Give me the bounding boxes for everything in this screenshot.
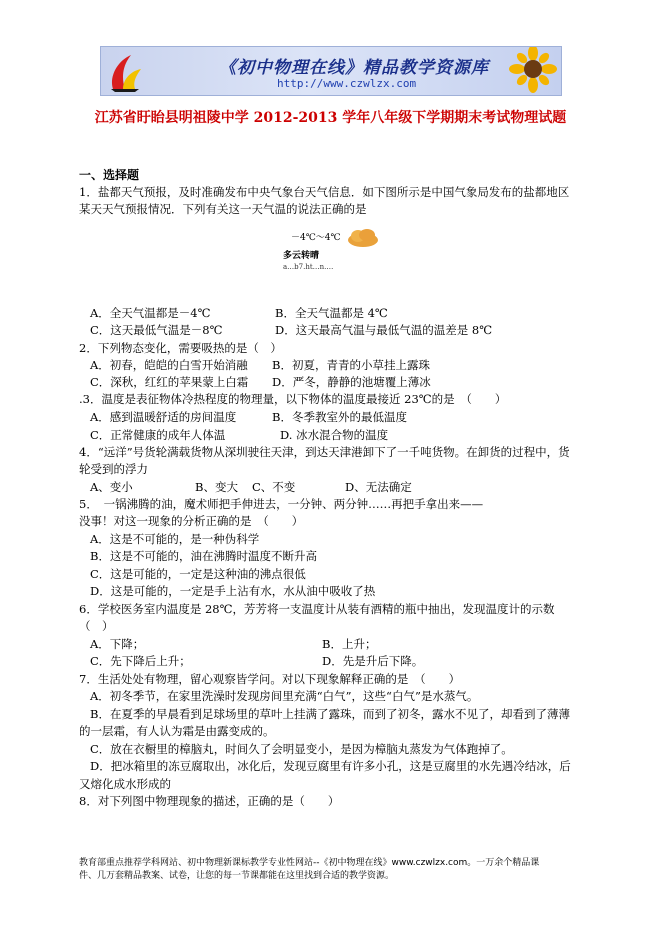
q2-option-a: A．初春，皑皑的白雪开始消融	[90, 358, 248, 372]
q4-option-a: A、变小	[90, 480, 133, 494]
document-title: 江苏省盱眙县明祖陵中学 2012-2013 学年八年级下学期期末考试物理试题	[94, 110, 567, 126]
q7-stem: 7．生活处处有物理，留心观察皆学问。对以下现象解释正确的是 （ ）	[79, 672, 461, 686]
section-heading: 一、选择题	[79, 168, 140, 182]
q4-option-c: C、不变	[252, 480, 296, 494]
q7-option-d-line1: D．把冰箱里的冻豆腐取出，冰化后，发现豆腐里有许多小孔，这是豆腐里的水先遇冷结冰，后	[90, 759, 571, 773]
q4-option-d: D、无法确定	[345, 480, 412, 494]
q5-stem-line1: 5． 一锅沸腾的油，魔术师把手伸进去，一分钟、两分钟……再把手拿出来——	[79, 497, 484, 511]
q3-option-a: A．感到温暖舒适的房间温度	[90, 410, 237, 424]
weather-forecast-figure	[283, 228, 379, 274]
q1-stem-line2: 某天天气预报情况．下列有关这一天气温的说法正确的是	[79, 202, 367, 216]
q6-stem-line2: （ ）	[79, 619, 114, 633]
footer-line1: 教育部重点推荐学科网站、初中物理新课标教学专业性网站--《初中物理在线》www.czwlzx.com。一万余个精品课	[79, 858, 540, 868]
q1-option-d: D．这天最高气温与最低气温的温差是 8℃	[275, 323, 493, 337]
q5-option-c: C．这是可能的，一定是这种油的沸点很低	[90, 567, 306, 581]
footer-line2: 件、几万套精品教案、试卷，让您的每一节课都能在这里找到合适的教学资源。	[79, 871, 395, 881]
q8-stem: 8．对下列图中物理现象的描述，正确的是（ ）	[79, 794, 340, 808]
q4-option-b: B、变大	[195, 480, 238, 494]
q3-option-c: C．正常健康的成年人体温	[90, 428, 226, 442]
q5-option-b: B．这是不可能的，油在沸腾时温度不断升高	[90, 549, 317, 563]
q1-option-a: A．全天气温都是－4℃	[90, 306, 211, 320]
q6-option-c: C．先下降后上升；	[90, 654, 191, 668]
banner-url[interactable]: http://www.czwlzx.com	[277, 77, 417, 90]
q5-stem-line2: 没事！对这一现象的分析正确的是 （ ）	[79, 514, 304, 528]
cloud-icon	[347, 228, 379, 248]
banner-title: 《初中物理在线》精品教学资源库	[219, 58, 489, 78]
q2-option-d: D．严冬，静静的池塘覆上薄冰	[272, 375, 431, 389]
q6-option-b: B．上升；	[322, 637, 377, 651]
sunflower-icon	[503, 47, 559, 95]
q7-option-b-line1: B．在夏季的早晨看到足球场里的草叶上挂满了露珠，而到了初冬，露水不见了，却看到了薄薄	[90, 707, 570, 721]
header-banner	[100, 46, 562, 96]
q6-option-a: A．下降；	[90, 637, 145, 651]
q2-option-b: B．初夏，青青的小草挂上露珠	[272, 358, 430, 372]
weather-description: 多云转晴	[283, 251, 320, 261]
logo-icon	[105, 49, 145, 93]
q7-option-b-line2: 的一层霜，有人认为霜是由露变成的。	[79, 724, 275, 738]
weather-footnote: a…b7.ht…n.…	[283, 263, 334, 271]
q4-stem-line1: 4．“远洋”号货轮满载货物从深圳驶往天津，到达天津港卸下了一千吨货物。在卸货的过程中，货	[79, 445, 570, 459]
q6-stem-line1: 6．学校医务室内温度是 28℃，芳芳将一支温度计从装有酒精的瓶中抽出，发现温度计的示数	[79, 602, 555, 616]
weather-temperature: －4℃～4℃	[291, 233, 341, 243]
page-footer	[79, 857, 589, 883]
q2-option-c: C．深秋，红红的苹果蒙上白霜	[90, 375, 249, 389]
q3-stem: .3．温度是表征物体冷热程度的物理量，以下物体的温度最接近 23℃的是 （ ）	[79, 392, 507, 406]
q2-stem: 2．下列物态变化，需要吸热的是（ ）	[79, 341, 282, 355]
q6-option-d: D．先是升后下降。	[322, 654, 424, 668]
q3-option-b: B．冬季教室外的最低温度	[272, 410, 407, 424]
q7-option-a: A．初冬季节，在家里洗澡时发现房间里充满“白气”，这些“白气”是水蒸气。	[90, 689, 479, 703]
q3-option-d: D. 冰水混合物的温度	[280, 428, 389, 442]
q7-option-c: C．放在衣橱里的樟脑丸，时间久了会明显变小，是因为樟脑丸蒸发为气体跑掉了。	[90, 742, 513, 756]
q1-option-c: C．这天最低气温是－8℃	[90, 323, 223, 337]
q5-option-d: D．这是可能的，一定是手上沾有水，水从油中吸收了热	[90, 584, 376, 598]
q1-stem-line1: 1．盐都天气预报，及时准确发布中央气象台天气信息．如下图所示是中国气象局发布的盐都地区	[79, 185, 570, 199]
q1-option-b: B．全天气温都是 4℃	[275, 306, 388, 320]
q4-stem-line2: 轮受到的浮力	[79, 462, 148, 476]
q5-option-a: A．这是不可能的，是一种伪科学	[90, 532, 260, 546]
q7-option-d-line2: 又熔化成水形成的	[79, 777, 171, 791]
